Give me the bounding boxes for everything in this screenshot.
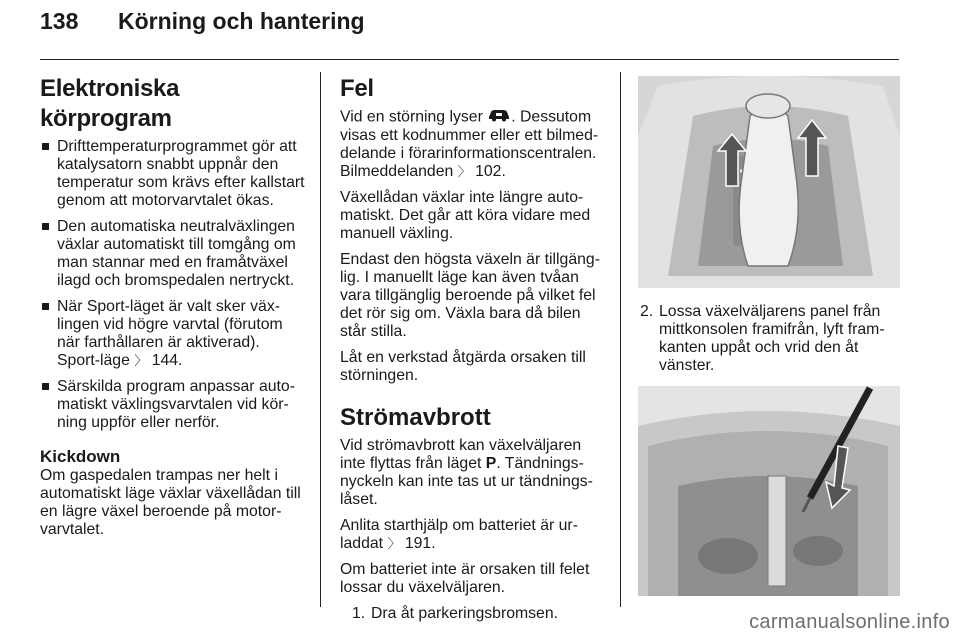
step-item [638,303,900,375]
power-paragraph-3: Om batteriet inte är orsaken till felet lossar du växelväljaren. [340,561,590,596]
section-title-driving-programs: Elektroniska körprogram [40,75,180,132]
bullet-item: Särskilda program anpassar automatiskt växlingsvarvtalen vid körning uppför eller nerför. [40,378,306,432]
car-fault-icon [487,108,511,127]
ref-arrow-icon: 〉 [457,164,471,179]
section-title-kickdown: Kickdown [40,447,121,466]
column-divider-1 [320,72,321,607]
fault-paragraph-4: Låt en verkstad åtgärda orsaken till störningen. [340,349,586,384]
fault-paragraph-3: Endast den högsta växeln är tillgänglig. I manuellt läge kan även tvåan vara tillgänglig beroende på vilket fel det rör sig om. Växla bara då bilen står stilla. [340,251,600,340]
section-title-fault: Fel [340,75,374,102]
power-text: Anlita starthjälp om batteriet är urladdat [340,517,578,552]
column-2 [340,74,606,623]
cross-ref-page: 102. [475,163,506,180]
fault-text: Vid en störning lyser [340,108,483,126]
power-paragraph-2 [340,517,606,553]
column-divider-2 [620,72,621,607]
gear-selector-illustration [638,76,900,288]
power-text: Vid strömavbrott kan växelväljaren inte flyttas från läget [340,437,582,472]
watermark: carmanualsonline.info [749,611,950,633]
page-number: 138 [40,8,79,34]
ref-arrow-icon: 〉 [134,353,148,368]
panel-removal-illustration [638,386,900,596]
step-text: Lossa växelväljarens panel från mittkonsolen framifrån, lyft framkanten uppåt och vrid den åt vänster. [659,303,885,374]
section-title-power-failure: Strömavbrott [340,404,491,431]
fault-paragraph-2: Växellådan växlar inte längre automatiskt. Det går att köra vidare med manuell växling. [340,189,591,242]
step-number: 1. [352,605,366,622]
cross-ref-label: Sport-läge [57,352,130,369]
fault-paragraph-1 [340,108,606,181]
power-paragraph-1 [340,437,606,509]
column-3 [638,76,900,596]
column-1 [40,74,306,547]
kickdown-text: Om gaspedalen trampas ner helt i automatiskt läge växlar växellådan till en lägre växel beroende på motorvarvtalet. [40,467,301,538]
page-header [40,8,365,35]
cross-ref-page: 191. [404,535,436,552]
bullet-item [40,298,306,370]
chapter-title: Körning och hantering [118,8,365,34]
cross-ref-label: Bilmeddelanden [340,163,454,180]
cross-ref-page: 144. [151,352,183,369]
header-rule [40,59,899,60]
fault-text: . Dessutom visas ett kodnummer eller ett bilmeddelande i förarinformationscentralen. [340,108,599,162]
step-text: Dra åt parkeringsbromsen. [371,605,559,622]
bullet-text: När Sport-läget är valt sker växlingen vid högre varvtal (förutom när farthållaren är aktiverad). [57,298,283,351]
step-item [340,605,606,623]
bullet-item: Den automatiska neutralväxlingen växlar automatiskt till tomgång om man stannar med en framåtväxel ilagd och bromspedalen nertryckt. [40,218,306,290]
bullet-item: Drifttemperaturprogrammet gör att katalysatorn snabbt uppnår den temperatur som krävs efter kallstart genom att motorvarvtalet ökas. [40,138,306,210]
step-number: 2. [640,303,654,320]
power-text: . Tändningsnyckeln kan inte tas ut ur tändningslåset. [340,455,593,508]
gear-position-p: P [485,455,497,472]
ref-arrow-icon: 〉 [387,536,401,551]
